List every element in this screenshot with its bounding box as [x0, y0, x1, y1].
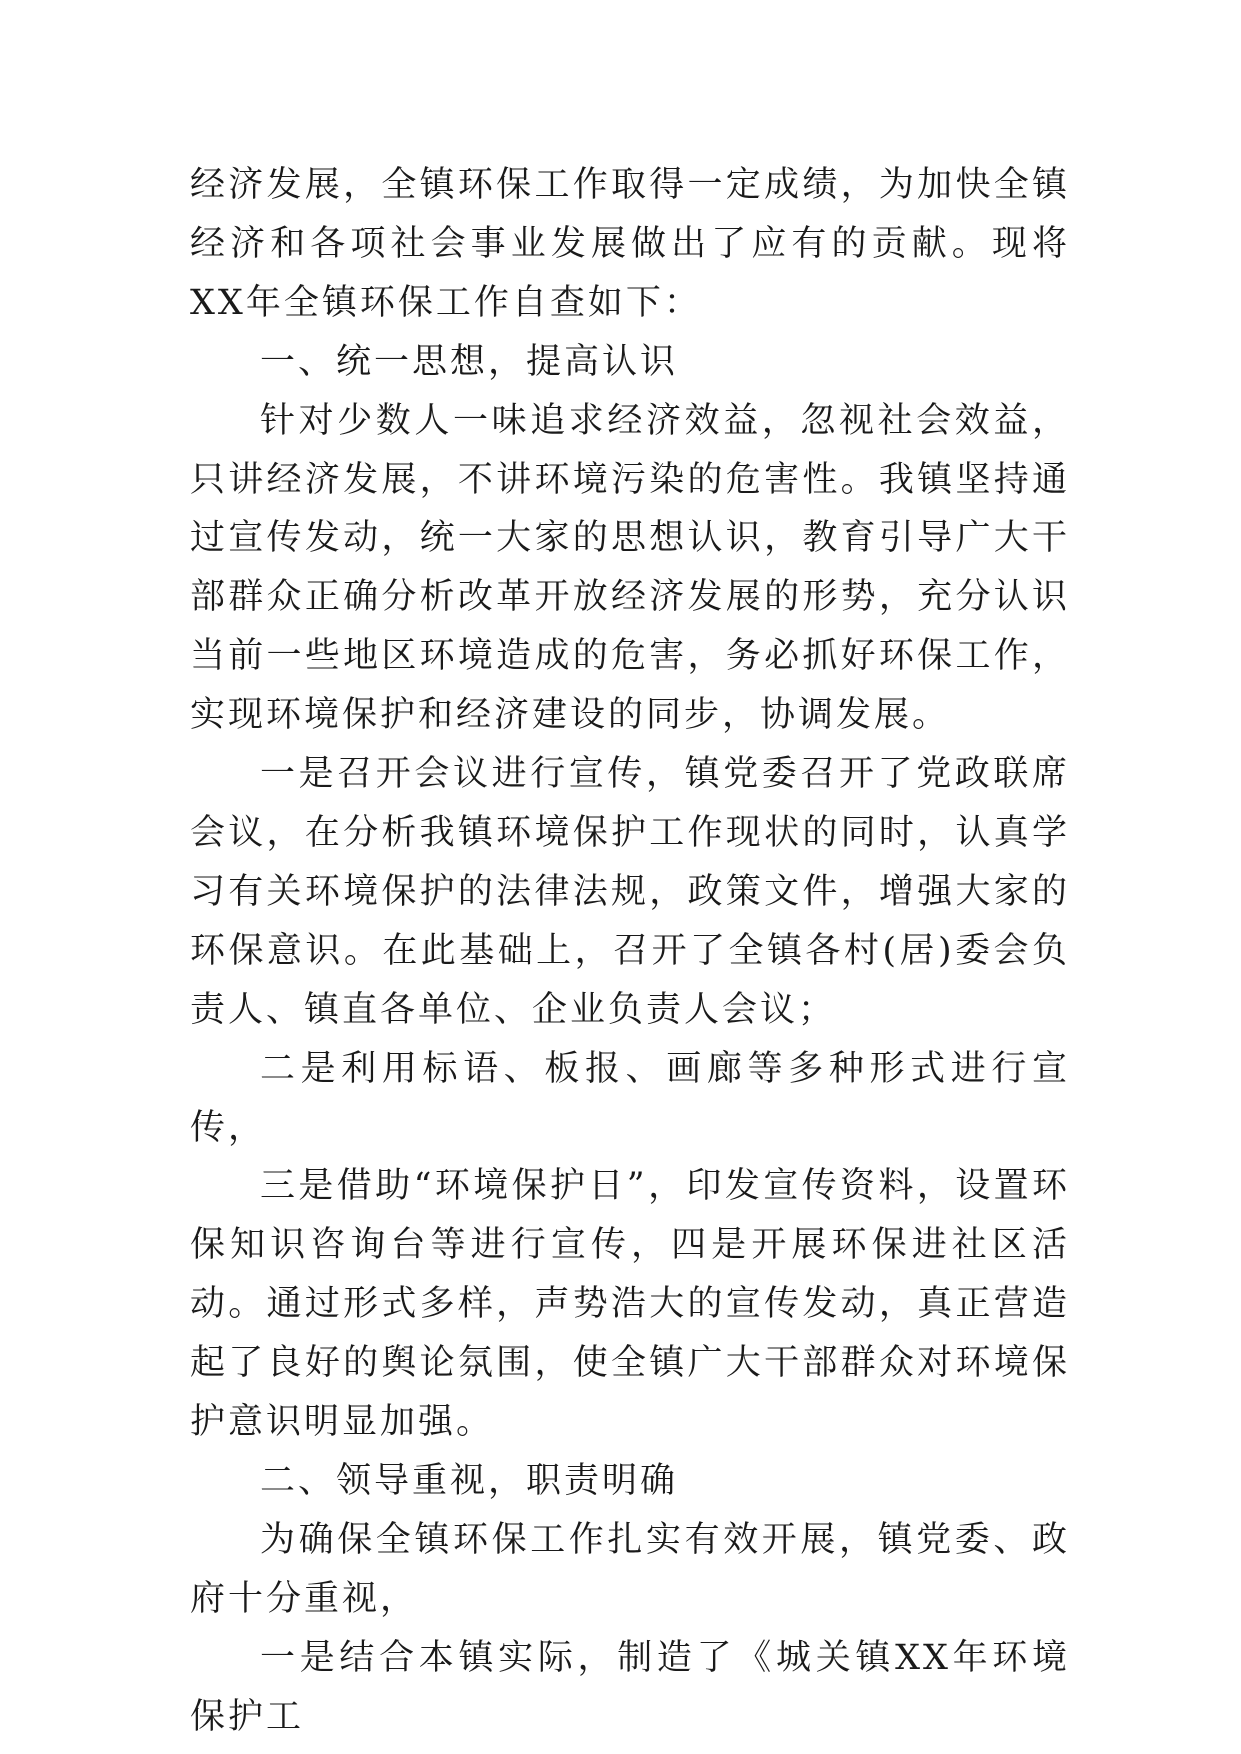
paragraph-body: 三是借助“环境保护日”，印发宣传资料，设置环保知识咨询台等进行宣传，四是开展环保进社区活动。通过形式多样，声势浩大的宣传发动，真正营造起了良好的舆论氛围，使全镇广大干部群众对环境保护意识明显加强。	[190, 1166, 1070, 1443]
paragraph-body: 一是召开会议进行宣传，镇党委召开了党政联席会议，在分析我镇环境保护工作现状的同时，认真学习有关环境保护的法律法规，政策文件，增强大家的环保意识。在此基础上，召开了全镇各村(居)委会负责人、镇直各单位、企业负责人会议；	[190, 754, 1070, 1030]
paragraph-body: 二是利用标语、板报、画廊等多种形式进行宣传，	[190, 1048, 1070, 1148]
paragraph-body: 针对少数人一味追求经济效益，忽视社会效益，只讲经济发展，不讲环境污染的危害性。我镇坚持通过宣传发动，统一大家的思想认识，教育引导广大干部群众正确分析改革开放经济发展的形势，充分认识当前一些地区环境造成的危害，务必抓好环保工作，实现环境保护和经济建设的同步，协调发展。	[190, 400, 1070, 736]
paragraph-body: 一是结合本镇实际，制造了《城关镇XX年环境保护工	[190, 1637, 1070, 1737]
document-body	[190, 156, 1070, 1746]
paragraph-intro: 经济发展，全镇环保工作取得一定成绩，为加快全镇经济和各项社会事业发展做出了应有的贡献。现将XX年全镇环保工作自查如下：	[190, 165, 1070, 323]
paragraph-body: 为确保全镇环保工作扎实有效开展，镇党委、政府十分重视，	[190, 1519, 1070, 1619]
section-heading-1: 一、统一思想，提高认识	[260, 341, 679, 382]
section-heading-2: 二、领导重视，职责明确	[260, 1460, 679, 1501]
